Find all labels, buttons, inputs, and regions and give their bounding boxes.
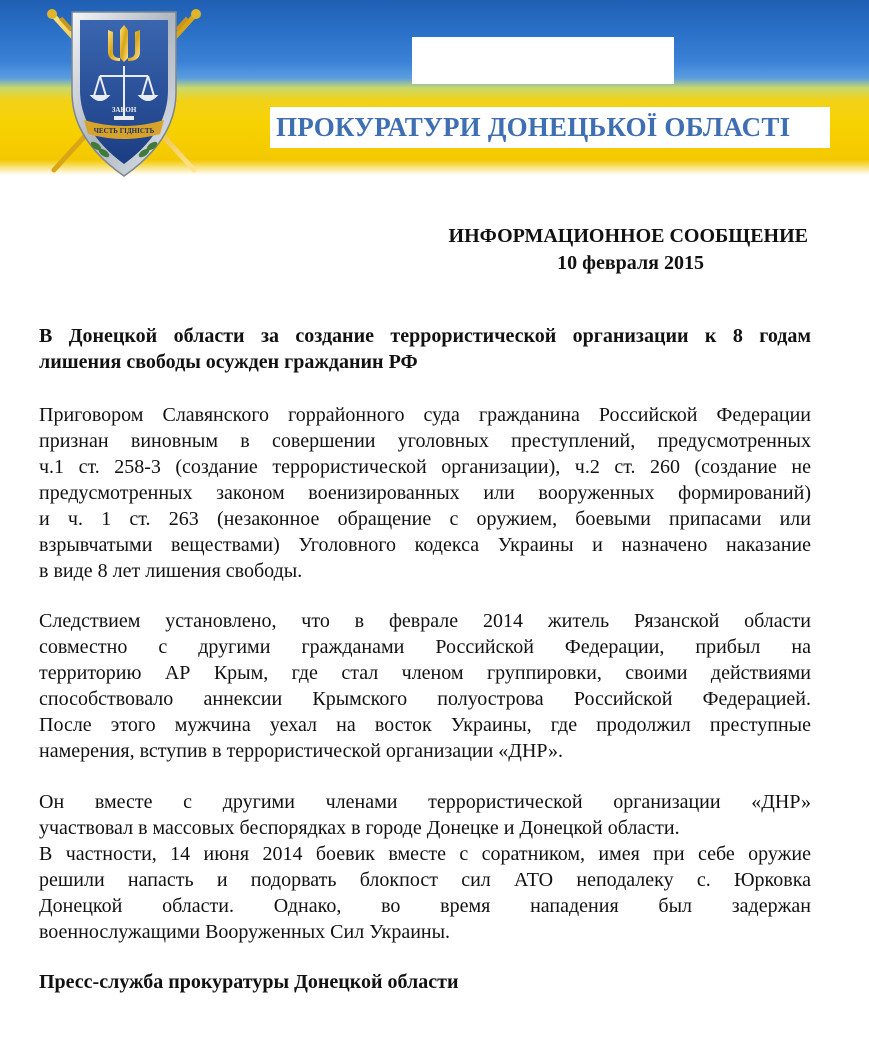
paragraph-line: ч.1 ст. 258-3 (создание террористической организации), ч.2 ст. 260 (создание не — [39, 456, 811, 478]
paragraph-line: военнослужащими Вооруженных Сил Украины. — [39, 921, 451, 943]
paragraph-line: совместно с другими гражданами Российской Федерации, прибыл на — [39, 636, 811, 658]
paragraph-line: участвовал в массовых беспорядках в городе Донецке и Донецкой области. — [39, 817, 680, 839]
paragraph-attack — [39, 841, 811, 945]
paragraph-line: территорию АР Крым, где стал членом группировки, своими действиями — [39, 662, 811, 684]
paragraph-line: Он вместе с другими членами террористической организации «ДНР» — [39, 791, 811, 813]
paragraph-line: взрывчатыми веществами) Уголовного кодекса Украины и назначено наказание — [39, 534, 811, 556]
paragraph-line: После этого мужчина уехал на восток Украины, где продолжил преступные — [39, 714, 811, 736]
emblem-motto-top: ЗАКОН — [111, 106, 137, 114]
paragraph-line: в виде 8 лет лишения свободы. — [39, 560, 303, 582]
paragraph-line: В частности, 14 июня 2014 боевик вместе с соратником, имея при себе оружие — [39, 843, 811, 865]
paragraph-investigation — [39, 608, 811, 764]
header-title-box — [270, 107, 830, 148]
emblem-motto-bottom: ЧЕСТЬ ГІДНІСТЬ — [93, 127, 155, 135]
paragraph-line: намерения, вступив в террористической организации «ДНР». — [39, 740, 564, 762]
paragraph-line: Следствием установлено, что в феврале 2014 житель Рязанской области — [39, 610, 811, 632]
document-date: 10 февраля 2015 — [557, 252, 704, 274]
headline-line: В Донецкой области за создание террористической организации к 8 годам — [39, 325, 811, 347]
prosecutor-shield-emblem-icon — [44, 0, 204, 185]
headline-line: лишения свободы осужден гражданин РФ — [39, 351, 418, 373]
paragraph-line: признан виновным в совершении уголовных преступлений, предусмотренных — [39, 430, 811, 452]
header-blank-box — [412, 37, 674, 84]
paragraph-line: Донецкой области. Однако, во время нападения был задержан — [39, 895, 811, 917]
headline — [39, 323, 811, 375]
paragraph-verdict — [39, 402, 811, 584]
paragraph-participation — [39, 789, 811, 841]
header-title: ПРОКУРАТУРИ ДОНЕЦЬКОЇ ОБЛАСТІ — [276, 112, 791, 142]
paragraph-line: и ч. 1 ст. 263 (незаконное обращение с оружием, боевыми припасами или — [39, 508, 811, 530]
paragraph-line: предусмотренных законом военизированных или вооруженных формирований) — [39, 482, 811, 504]
paragraph-line: способствовало аннексии Крымского полуострова Российской Федерацией. — [39, 688, 811, 710]
press-service-signature: Пресс-служба прокуратуры Донецкой области — [39, 971, 459, 993]
paragraph-line: Приговором Славянского горрайонного суда гражданина Российской Федерации — [39, 404, 811, 426]
paragraph-line: решили напасть и подорвать блокпост сил АТО неподалеку с. Юрковка — [39, 869, 811, 891]
document-heading: ИНФОРМАЦИОННОЕ СООБЩЕНИЕ — [448, 225, 808, 247]
